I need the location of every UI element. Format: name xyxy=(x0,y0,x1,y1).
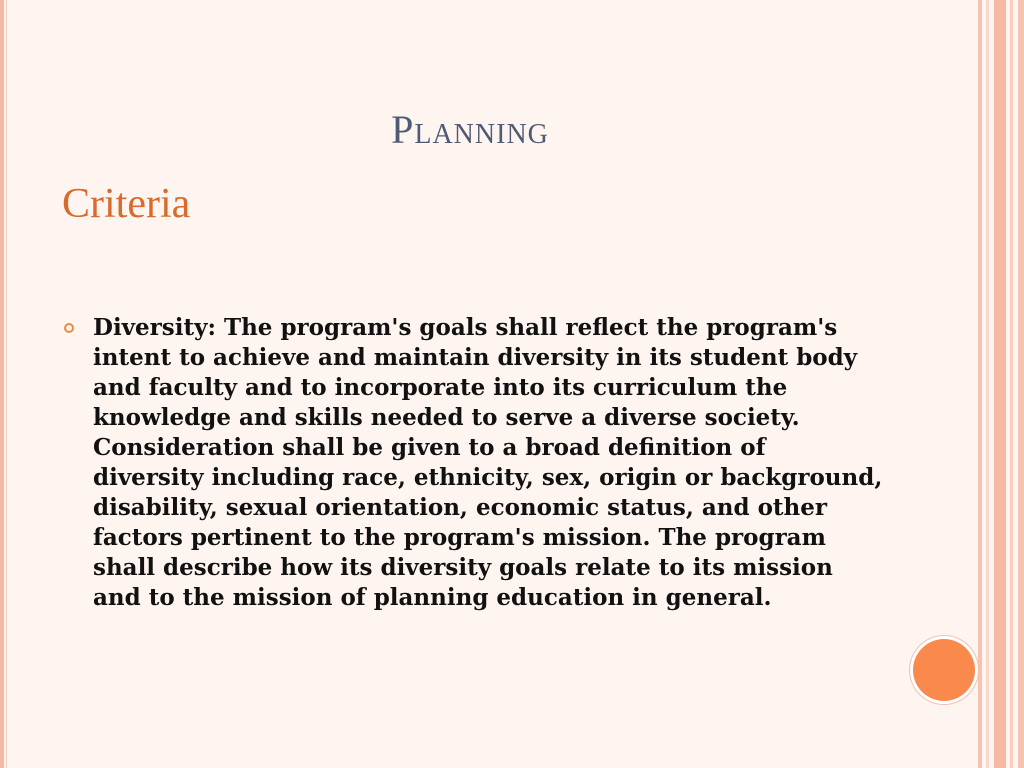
slide-subtitle: Criteria xyxy=(62,181,191,227)
orange-circle-decoration xyxy=(913,639,975,701)
stripe xyxy=(1010,0,1013,768)
slide-title: Planning xyxy=(391,107,549,152)
stripe xyxy=(986,0,989,768)
hollow-circle-bullet-icon xyxy=(64,323,74,333)
bullet-text: Diversity: The program's goals shall reflect the program's intent to achieve and maintain diversity in its student body and faculty and to incorporate into its curriculum the knowledge and skills needed to serve a diverse society. Consideration shall be given to a broad definition of diversity including race, ethnicity, sex, origin or background, disability, sexual orientation, economic status, and other factors pertinent to the program's mission. The program shall describe how its diversity goals relate to its mission and to the mission of planning education in general. xyxy=(93,314,883,611)
stripe xyxy=(994,0,1006,768)
stripe xyxy=(1018,0,1024,768)
right-stripes-decoration xyxy=(978,0,1024,768)
stripe xyxy=(978,0,982,768)
